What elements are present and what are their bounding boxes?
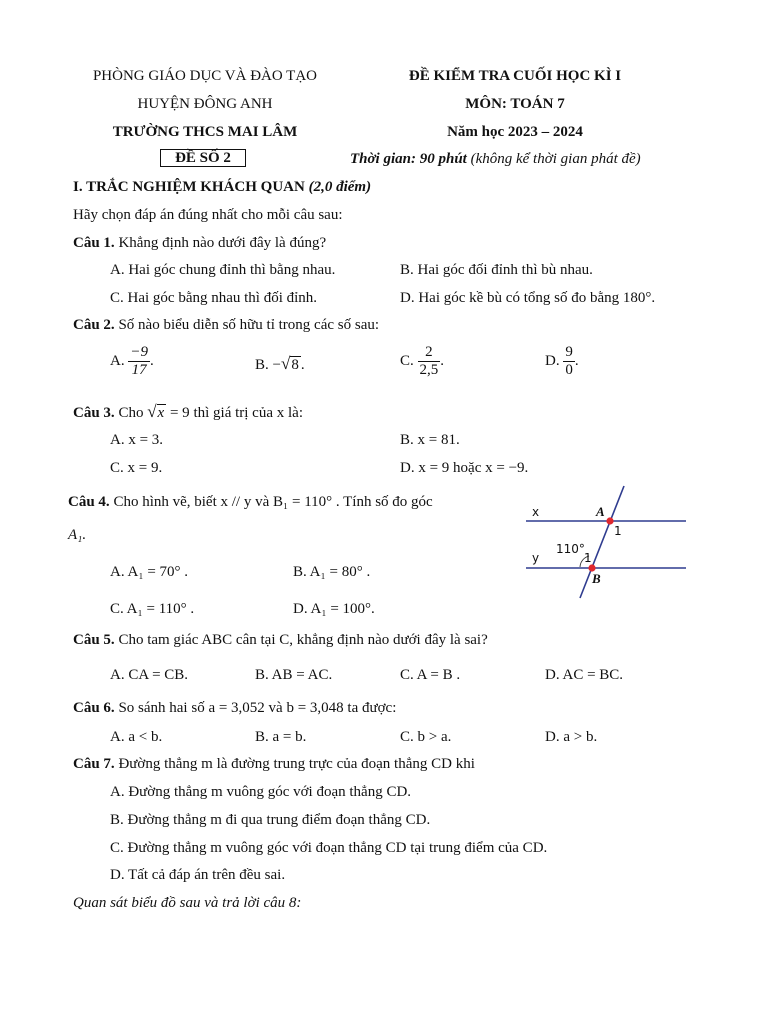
question-4: [68, 494, 433, 511]
radical-icon: √: [280, 354, 291, 373]
fraction-numerator: 2: [418, 344, 441, 362]
parallel-lines-figure: [520, 480, 690, 605]
punct: .: [574, 353, 579, 370]
fraction-denominator: 0: [565, 362, 573, 379]
fraction: [563, 344, 575, 380]
option-letter: C.: [400, 353, 414, 370]
question-label: Câu 7.: [73, 756, 115, 772]
q5-option-c: C. A = B .: [400, 667, 461, 683]
q7-option-c: C. Đường thẳng m vuông góc với đoạn thẳng CD tại trung điểm của CD.: [110, 840, 548, 856]
question-text-end: thì giá trị của x là:: [189, 405, 303, 421]
label-a: A: [596, 504, 605, 519]
punct: .: [300, 357, 305, 373]
q4-option-c: C. A₁ = 110° .: [110, 601, 195, 617]
question-text: Cho hình vẽ, biết x // y và B₁ = 110° . Tính số đo góc: [109, 494, 433, 510]
radicand: 8: [291, 357, 299, 373]
header-department: PHÒNG GIÁO DỤC VÀ ĐÀO TẠO: [92, 68, 318, 84]
question-text: Đường thẳng m là đường trung trực của đoạn thẳng CD khi: [114, 756, 475, 772]
question-1: [73, 235, 326, 252]
q1-option-b: B. Hai góc đối đỉnh thì bù nhau.: [400, 262, 593, 278]
label-angle-1-bottom: 1: [584, 551, 592, 565]
label-x: x: [532, 505, 540, 519]
section-title: [73, 179, 371, 196]
option-letter: B.: [255, 357, 269, 373]
q5-option-b: B. AB = AC.: [255, 667, 333, 683]
q1-option-d: D. Hai góc kề bù có tổng số đo bằng 180°.: [400, 290, 656, 306]
q3-option-d: D. x = 9 hoặc x = −9.: [400, 460, 529, 476]
exam-time-duration: Thời gian: 90 phút: [350, 151, 467, 167]
q2-option-b: [255, 354, 305, 374]
question-5: [73, 632, 488, 649]
fraction-denominator: 2,5: [419, 362, 439, 379]
question-3: [73, 402, 303, 422]
question-label: Câu 1.: [73, 235, 115, 251]
q7-option-b: B. Đường thẳng m đi qua trung điểm đoạn thẳng CD.: [110, 812, 431, 828]
q4-option-d: D. A₁ = 100°.: [293, 601, 375, 617]
q7-option-a: A. Đường thẳng m vuông góc với đoạn thẳng CD.: [110, 784, 412, 800]
transversal-line: [580, 486, 624, 598]
question-label: Câu 3.: [73, 405, 115, 421]
punct: .: [149, 353, 154, 370]
question-label: Câu 4.: [68, 494, 110, 510]
equation-rhs: = 9: [166, 405, 190, 421]
fraction: [418, 344, 441, 380]
q7-option-d: D. Tất cả đáp án trên đều sai.: [110, 867, 286, 883]
question-text: Cho: [114, 405, 148, 421]
chart-intro-note: Quan sát biểu đồ sau và trả lời câu 8:: [73, 895, 302, 911]
question-label: Câu 2.: [73, 317, 115, 333]
q2-option-d: [545, 344, 579, 380]
header-school: TRƯỜNG THCS MAI LÂM: [112, 124, 298, 140]
school-year: Năm học 2023 – 2024: [447, 124, 583, 140]
fraction-numerator: 9: [563, 344, 575, 362]
header-district: HUYỆN ĐÔNG ANH: [137, 96, 273, 112]
fraction-denominator: 17: [131, 362, 147, 379]
question-label: Câu 6.: [73, 700, 115, 716]
q6-option-d: D. a > b.: [545, 729, 598, 745]
q5-option-a: A. CA = CB.: [110, 667, 189, 683]
option-letter: A.: [110, 353, 125, 370]
exam-subject: MÔN: TOÁN 7: [465, 96, 565, 112]
section-points: (2,0 điểm): [304, 179, 372, 195]
question-2: [73, 317, 379, 334]
label-angle-1-top: 1: [614, 524, 622, 538]
label-angle-110: 110°: [556, 542, 585, 556]
punct: .: [440, 353, 445, 370]
q4-option-b: B. A₁ = 80° .: [293, 564, 371, 580]
exam-time: [350, 151, 641, 168]
q3-option-a: A. x = 3.: [110, 432, 164, 448]
q3-option-b: B. x = 81.: [400, 432, 460, 448]
q1-option-a: A. Hai góc chung đỉnh thì bằng nhau.: [110, 262, 336, 278]
question-text: Số nào biểu diễn số hữu tỉ trong các số sau:: [114, 317, 380, 333]
question-7: [73, 756, 475, 773]
minus-sign: −: [272, 357, 281, 373]
square-root: [281, 354, 301, 374]
q2-option-a: [110, 344, 154, 380]
label-y: y: [532, 551, 540, 565]
point-a: [606, 517, 613, 524]
square-root: [147, 402, 166, 422]
exam-code: ĐỀ SỐ 2: [160, 149, 246, 167]
q2-option-c: [400, 344, 444, 380]
option-letter: D.: [545, 353, 560, 370]
fraction-numerator: −9: [128, 344, 150, 362]
question-text: Cho tam giác ABC cân tại C, khẳng định nào dưới đây là sai?: [114, 632, 488, 648]
exam-code-box: [158, 150, 248, 167]
q6-option-b: B. a = b.: [255, 729, 307, 745]
question-6: [73, 700, 396, 717]
radicand: x: [157, 405, 165, 421]
question-4-cont: A₁.: [68, 527, 87, 543]
exam-title: ĐỀ KIỂM TRA CUỐI HỌC KÌ I: [408, 68, 622, 84]
section-instruction: Hãy chọn đáp án đúng nhất cho mỗi câu sau:: [73, 207, 343, 223]
label-b: B: [592, 571, 601, 586]
section-heading: I. TRẮC NGHIỆM KHÁCH QUAN: [73, 179, 305, 195]
question-text: So sánh hai số a = 3,052 và b = 3,048 ta được:: [114, 700, 397, 716]
q1-option-c: C. Hai góc bằng nhau thì đối đỉnh.: [110, 290, 318, 306]
q6-option-a: A. a < b.: [110, 729, 163, 745]
question-label: Câu 5.: [73, 632, 115, 648]
radical-icon: √: [147, 402, 157, 421]
q5-option-d: D. AC = BC.: [545, 667, 624, 683]
q4-option-a: A. A₁ = 70° .: [110, 564, 189, 580]
exam-time-note: (không kể thời gian phát đề): [466, 151, 641, 167]
q3-option-c: C. x = 9.: [110, 460, 163, 476]
q6-option-c: C. b > a.: [400, 729, 452, 745]
question-text: Khẳng định nào dưới đây là đúng?: [114, 235, 327, 251]
fraction: [128, 344, 150, 380]
